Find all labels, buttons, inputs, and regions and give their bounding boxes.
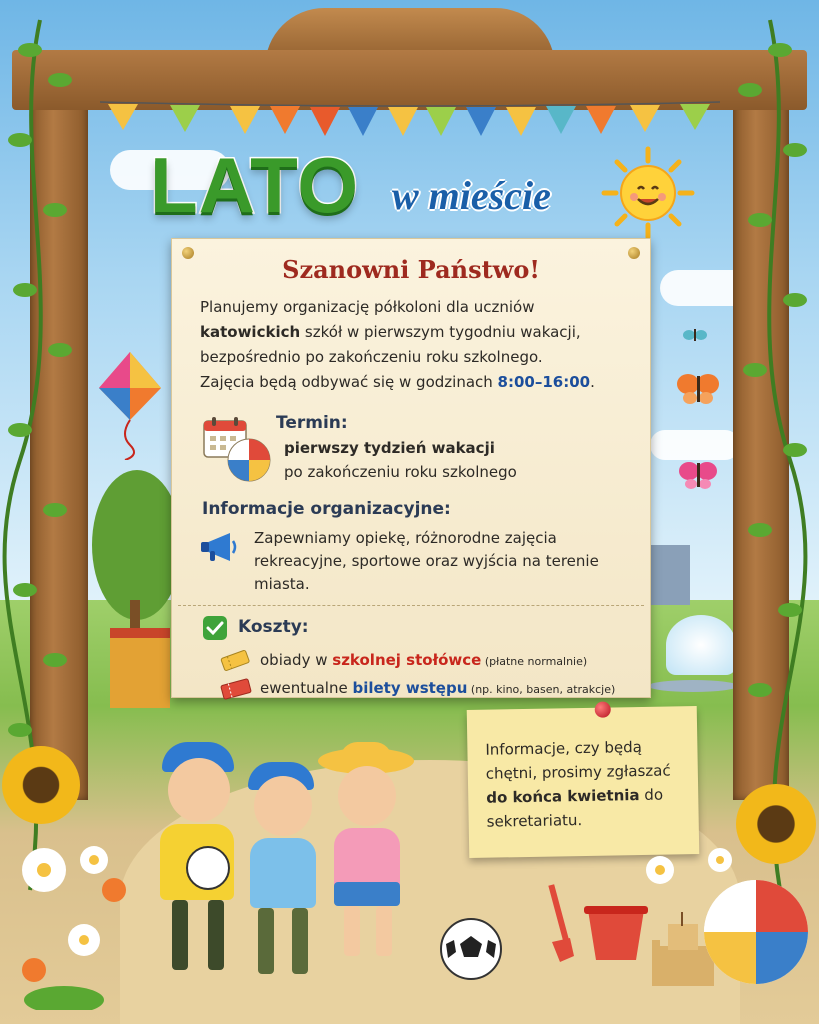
termin-detail: po zakończeniu roku szkolnego bbox=[284, 463, 517, 481]
checkmark-icon bbox=[202, 615, 228, 641]
costs-item-2 bbox=[260, 677, 615, 701]
butterfly-icon bbox=[682, 326, 708, 344]
soccer-ball-icon bbox=[438, 916, 504, 982]
costs-item-2-note: (np. kino, basen, atrakcje) bbox=[467, 683, 616, 696]
ticket-icon bbox=[220, 649, 250, 671]
info-text: Zapewniamy opiekę, różnorodne zajęcia rekreacyjne, sportowe oraz wyjścia na terenie miasta. bbox=[254, 529, 599, 593]
sunflower bbox=[736, 784, 816, 864]
kite-icon bbox=[95, 350, 165, 460]
note-text bbox=[485, 734, 687, 833]
intro-line: szkół w pierwszym tygodniu wakacji, bbox=[300, 323, 581, 341]
city-building bbox=[650, 545, 690, 605]
sun-icon bbox=[600, 145, 696, 241]
megaphone-icon bbox=[200, 531, 240, 563]
beach-ball-icon bbox=[226, 437, 272, 483]
info-title: Informacje organizacyjne: bbox=[202, 499, 451, 519]
hours-value: 8:00–16:00 bbox=[497, 373, 591, 391]
costs-item-2-prefix: ewentualne bbox=[260, 679, 353, 697]
note-text-main: Informacje, czy będą chętni, prosimy zgłaszać bbox=[485, 737, 671, 783]
intro-text bbox=[200, 295, 630, 395]
costs-item-1-highlight: szkolnej stołówce bbox=[332, 651, 482, 669]
sticky-note bbox=[467, 706, 700, 858]
butterfly-icon bbox=[676, 370, 720, 406]
intro-bold-word: katowickich bbox=[200, 323, 301, 341]
costs-item-1 bbox=[260, 649, 587, 673]
child-with-hat bbox=[318, 742, 428, 972]
flower-bed-right bbox=[640, 840, 740, 900]
pushpin-icon bbox=[595, 702, 611, 718]
divider bbox=[178, 605, 644, 606]
title-main: LATO bbox=[150, 141, 360, 229]
sunflower bbox=[2, 746, 80, 824]
termin-title: Termin: bbox=[276, 413, 348, 433]
costs-item-2-highlight: bilety wstępu bbox=[352, 679, 468, 697]
intro-line: Planujemy organizację półkoloni dla uczniów bbox=[200, 298, 535, 316]
title-sub: w mieście bbox=[392, 173, 551, 218]
costs-item-1-prefix: obiady w bbox=[260, 651, 333, 669]
intro-line: bezpośrednio po zakończeniu roku szkolnego. bbox=[200, 348, 543, 366]
butterfly-icon bbox=[678, 458, 718, 492]
termin-highlight: pierwszy tydzień wakacji bbox=[284, 439, 495, 457]
costs-title: Koszty: bbox=[238, 617, 309, 637]
flower-bed-left bbox=[4, 830, 154, 1010]
intro-line: Zajęcia będą odbywać się w godzinach bbox=[200, 373, 498, 391]
costs-item-1-note: (płatne normalnie) bbox=[481, 655, 588, 668]
note-deadline: do końca kwietnia bbox=[486, 786, 640, 807]
note-text-rest: do sekretariatu. bbox=[486, 785, 664, 831]
intro-period: . bbox=[590, 373, 595, 391]
notice-paper bbox=[171, 238, 651, 698]
greeting-heading: Szanowni Państwo! bbox=[282, 255, 540, 284]
ticket-icon bbox=[220, 677, 252, 701]
